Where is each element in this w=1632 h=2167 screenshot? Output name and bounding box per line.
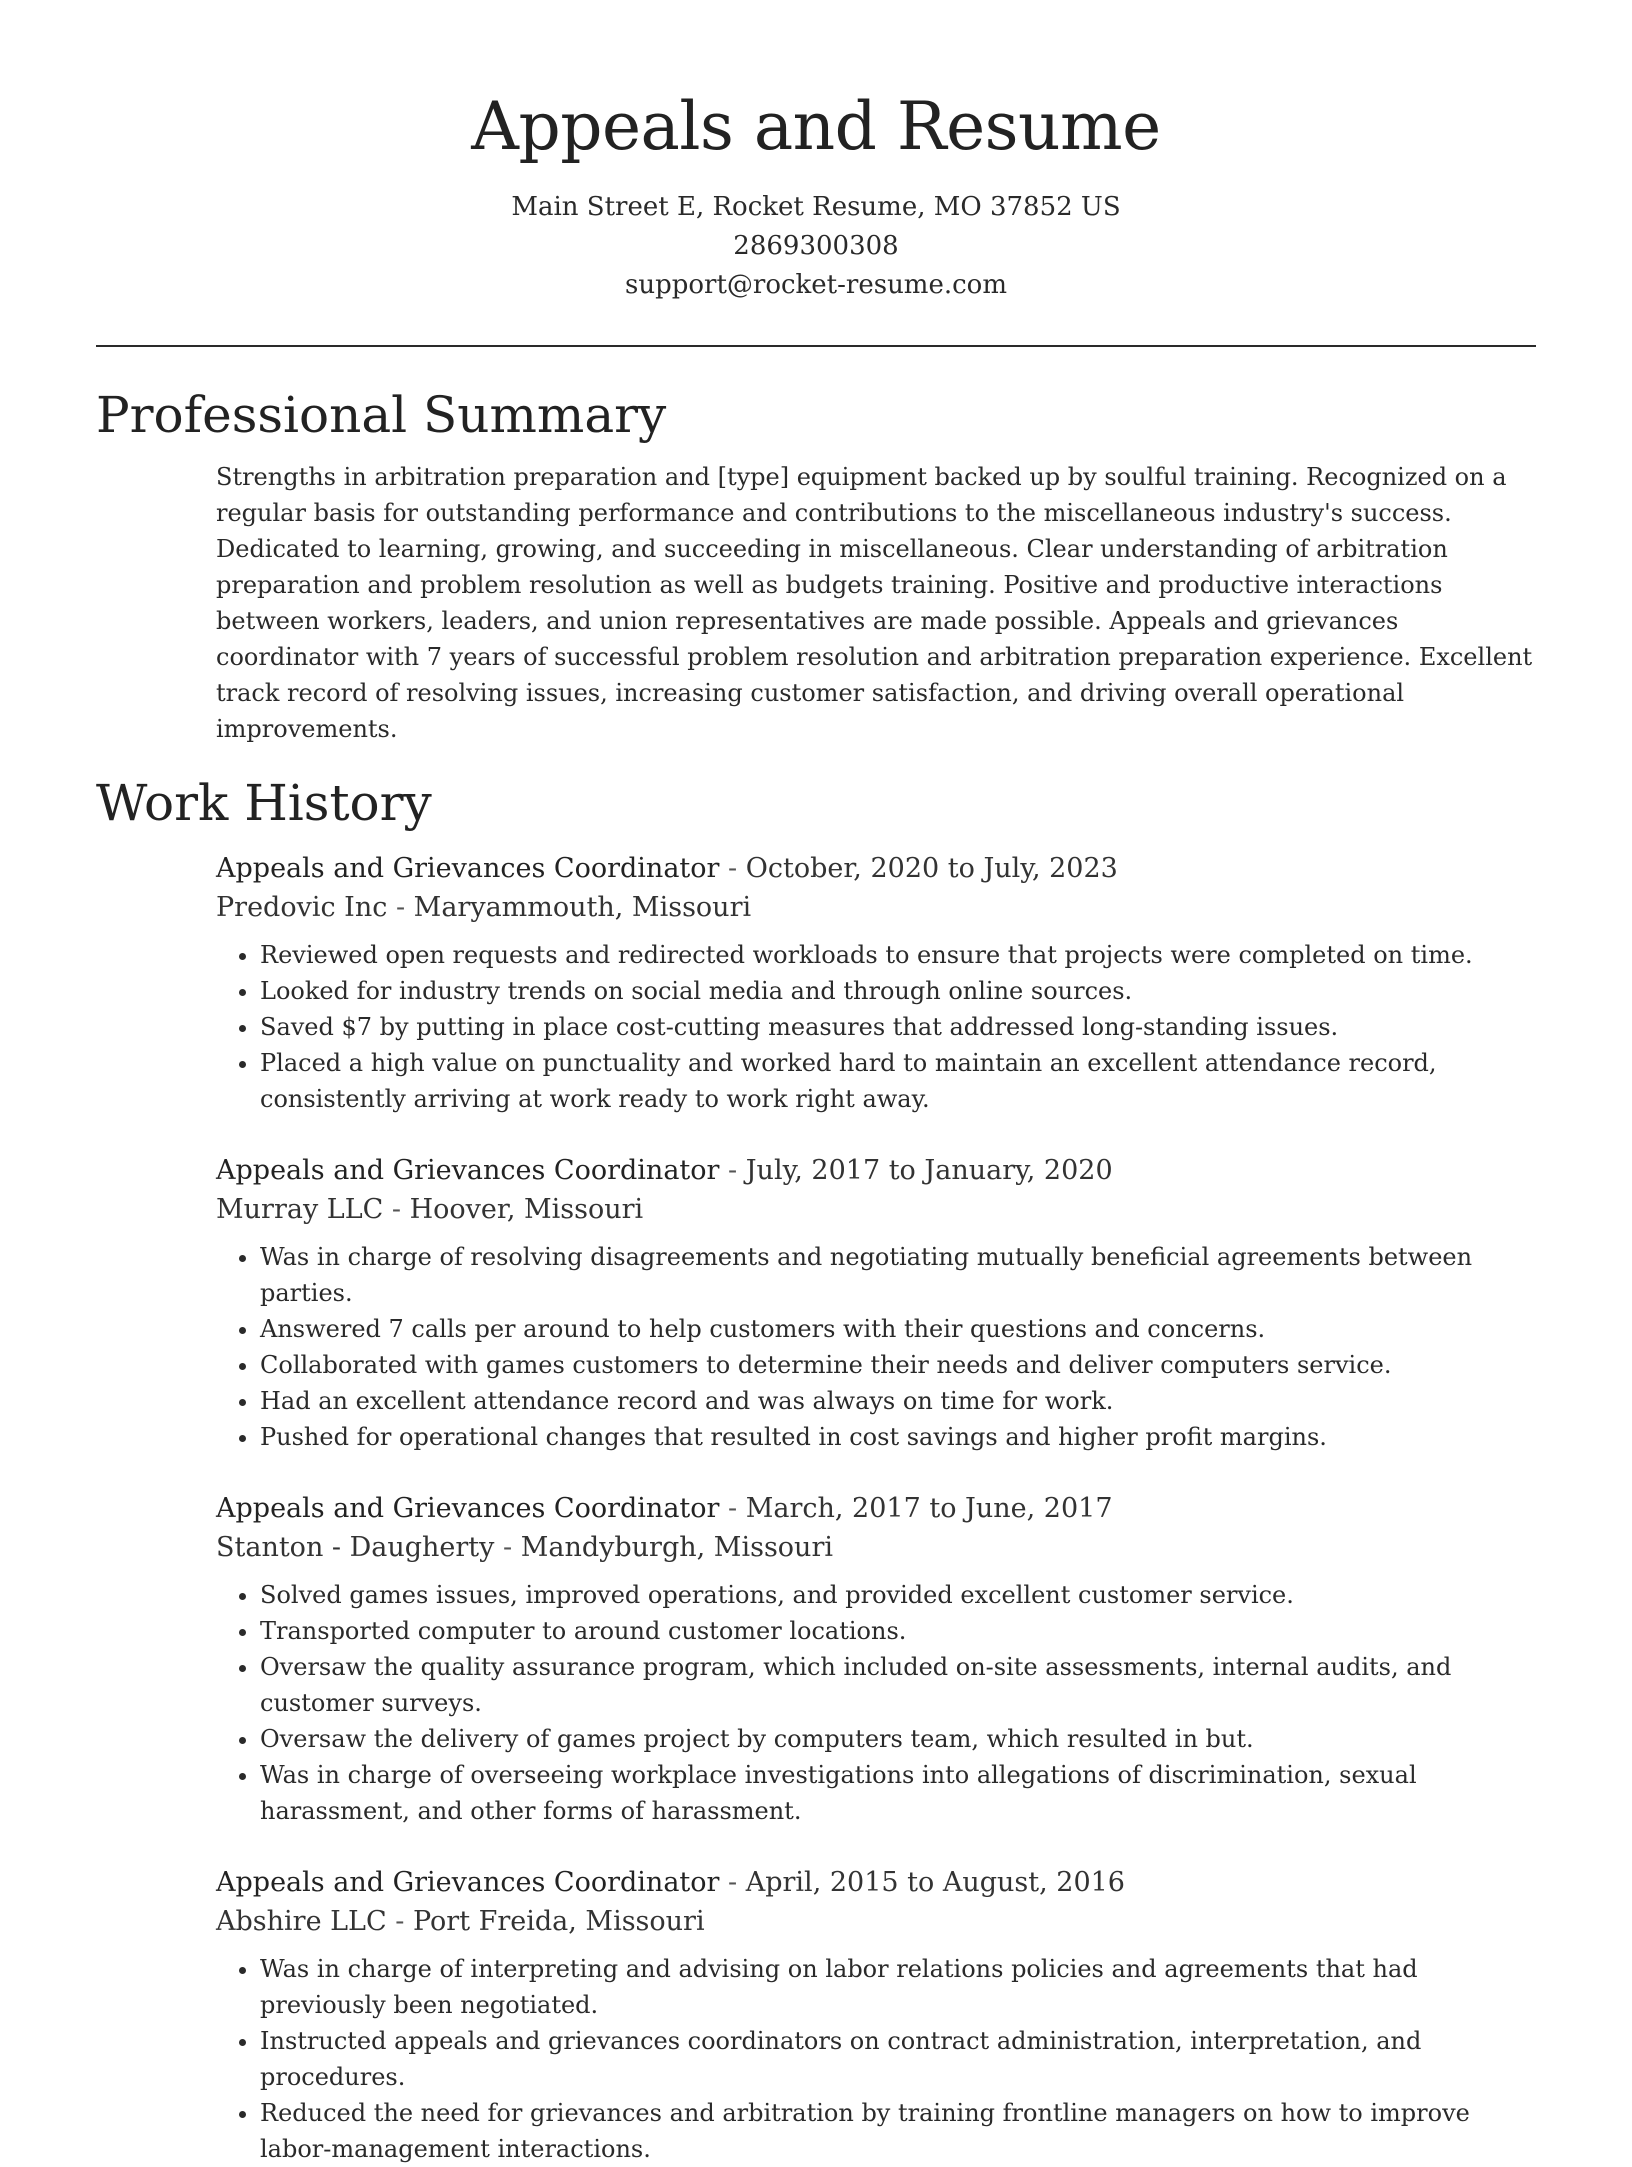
company-location: Hoover, Missouri	[409, 1194, 644, 1225]
separator: -	[386, 1906, 413, 1937]
job-title-line	[216, 1151, 1536, 1190]
separator: -	[719, 853, 746, 884]
email-address: support@rocket-resume.com	[624, 270, 1007, 300]
job-dates: March, 2017 to June, 2017	[745, 1493, 1113, 1524]
list-item: • Instructed appeals and grievances coordinators on contract administration, interpretation, and procedures.	[260, 2023, 1536, 2095]
separator: -	[494, 1532, 521, 1563]
list-item: • Transported computer to around customer locations.	[260, 1613, 1536, 1649]
job-dates: October, 2020 to July, 2023	[745, 853, 1118, 884]
job-entry	[216, 1863, 1536, 2167]
job-dates: July, 2017 to January, 2020	[745, 1155, 1113, 1186]
separator: -	[719, 1867, 746, 1898]
company-name: Stanton - Daugherty	[216, 1532, 495, 1563]
list-item: • Oversaw the delivery of games project by computers team, which resulted in but.	[260, 1721, 1536, 1757]
summary-text: Strengths in arbitration preparation and [type] equipment backed up by soulful training. Recognized on a regular basis for outstanding performance and contributions to the miscellaneous industry's success. Dedicated to learning, growing, and succeeding in miscellaneous. Clear understanding of arbitration preparation and problem resolution as well as budgets training. Positive and productive interactions between workers, leaders, and union representatives are made possible. Appeals and grievances coordinator with 7 years of successful problem resolution and arbitration preparation experience. Excellent track record of resolving issues, increasing customer satisfaction, and driving overall operational improvements.	[216, 463, 1533, 743]
separator: -	[719, 1155, 746, 1186]
list-item: • Was in charge of overseeing workplace investigations into allegations of discrimination, sexual harassment, and other forms of harassment.	[260, 1757, 1536, 1829]
header-divider	[96, 345, 1536, 347]
resume-header	[96, 0, 1536, 305]
address: Main Street E, Rocket Resume, MO 37852 US	[511, 192, 1121, 222]
list-item: • Pushed for operational changes that resulted in cost savings and higher profit margins.	[260, 1419, 1536, 1455]
work-history-heading: Work History	[96, 774, 432, 832]
company-location: Mandyburgh, Missouri	[520, 1532, 833, 1563]
list-item: • Was in charge of resolving disagreements and negotiating mutually beneficial agreements between parties.	[260, 1239, 1536, 1311]
list-item: • Reviewed open requests and redirected workloads to ensure that projects were completed on time.	[260, 937, 1536, 973]
list-item: • Had an excellent attendance record and was always on time for work.	[260, 1383, 1536, 1419]
company-location: Maryammouth, Missouri	[413, 892, 752, 923]
list-item: • Solved games issues, improved operations, and provided excellent customer service.	[260, 1577, 1536, 1613]
job-title-line	[216, 849, 1536, 888]
job-bullets	[216, 1951, 1536, 2167]
job-company-line	[216, 888, 1536, 927]
list-item: • Reduced the need for grievances and arbitration by training frontline managers on how to improve labor-management interactions.	[260, 2095, 1536, 2167]
job-bullets	[216, 1577, 1536, 1829]
job-company-line	[216, 1528, 1536, 1567]
company-name: Murray LLC	[216, 1194, 384, 1225]
job-entry	[216, 1151, 1536, 1455]
list-item: • Was in charge of interpreting and advising on labor relations policies and agreements that had previously been negotiated.	[260, 1951, 1536, 2023]
job-title: Appeals and Grievances Coordinator	[216, 1155, 720, 1186]
phone-number: 2869300308	[733, 231, 899, 261]
list-item: • Looked for industry trends on social media and through online sources.	[260, 973, 1536, 1009]
job-company-line	[216, 1902, 1536, 1941]
summary-heading: Professional Summary	[96, 386, 667, 444]
job-title: Appeals and Grievances Coordinator	[216, 1493, 720, 1524]
job-dates: April, 2015 to August, 2016	[745, 1867, 1125, 1898]
separator: -	[719, 1493, 746, 1524]
candidate-name: Appeals and Resume	[471, 88, 1161, 165]
job-entry	[216, 849, 1536, 1117]
job-bullets	[216, 1239, 1536, 1455]
job-bullets	[216, 937, 1536, 1117]
resume-page	[96, 0, 1536, 2163]
job-title-line	[216, 1489, 1536, 1528]
work-history-list	[96, 849, 1536, 2167]
list-item: • Placed a high value on punctuality and worked hard to maintain an excellent attendance record, consistently arriving at work ready to work right away.	[260, 1045, 1536, 1117]
separator: -	[387, 892, 414, 923]
list-item: • Answered 7 calls per around to help customers with their questions and concerns.	[260, 1311, 1536, 1347]
list-item: • Saved $7 by putting in place cost-cutting measures that addressed long-standing issues.	[260, 1009, 1536, 1045]
job-title-line	[216, 1863, 1536, 1902]
job-title: Appeals and Grievances Coordinator	[216, 853, 720, 884]
company-location: Port Freida, Missouri	[412, 1906, 705, 1937]
company-name: Abshire LLC	[216, 1906, 387, 1937]
separator: -	[383, 1194, 410, 1225]
contact-info	[96, 188, 1536, 305]
company-name: Predovic Inc	[216, 892, 388, 923]
job-title: Appeals and Grievances Coordinator	[216, 1867, 720, 1898]
list-item: • Collaborated with games customers to determine their needs and deliver computers service.	[260, 1347, 1536, 1383]
job-entry	[216, 1489, 1536, 1829]
list-item: • Oversaw the quality assurance program, which included on-site assessments, internal audits, and customer surveys.	[260, 1649, 1536, 1721]
job-company-line	[216, 1190, 1536, 1229]
